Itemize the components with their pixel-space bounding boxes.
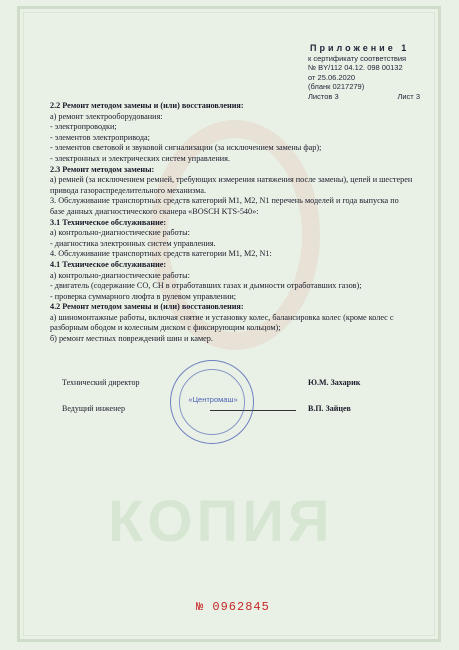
stamp-text: «Центромаш» <box>188 395 238 404</box>
document-body <box>50 101 415 345</box>
body-line: а) ремонт электрооборудования: <box>50 111 163 121</box>
annex-sheet-row <box>308 92 420 102</box>
body-line: 3.1 Техническое обслуживание: <box>50 217 167 227</box>
official-stamp <box>170 360 254 444</box>
director-name: Ю.М. Захарик <box>308 378 361 387</box>
annex-line-3: от 25.06.2020 <box>308 72 356 82</box>
director-title: Технический директор <box>62 378 140 387</box>
engineer-title: Ведущий инженер <box>62 404 125 413</box>
body-line: - диагностика электронных систем управления. <box>50 238 216 248</box>
body-line: - электронных и электрических систем управления. <box>50 153 230 163</box>
engineer-name: В.П. Зайцев <box>308 404 351 413</box>
body-line: - электропроводки; <box>50 122 117 132</box>
annex-line-1: к сертификату соответствия <box>308 53 407 63</box>
blank-serial-number: № 0962845 <box>196 600 270 614</box>
body-line: а) шиномонтажные работы, включая снятие и установку колес, балансировка колес (кроме колес с разборным ободом и колесным диском с фиксирующим кольцом); <box>50 312 394 333</box>
copy-watermark: КОПИЯ <box>108 489 334 554</box>
body-line: - проверка суммарного люфта в рулевом управлении; <box>50 291 236 301</box>
body-line: 2.3 Ремонт методом замены: <box>50 164 155 174</box>
body-line: 3. Обслуживание транспортных средств категорий M1, M2, N1 перечень моделей и года выпуска по базе данных диагностического сканера «BOSCH KTS-540»: <box>50 196 399 216</box>
page-number: Лист 3 <box>397 91 420 101</box>
annex-header <box>308 44 420 101</box>
annex-line-4: (бланк 0217279) <box>308 82 365 91</box>
body-line: 2.2 Ремонт методом замены и (или) восстановления: <box>50 101 244 110</box>
annex-line-2: № BY/112 04.12. 098 00132 <box>308 63 403 72</box>
body-line: а) контрольно-диагностические работы: <box>50 228 190 238</box>
body-line: - элементов световой и звуковой сигнализации (за исключением замены фар); <box>50 143 322 153</box>
body-line: а) ремней (за исключением ремней, требующих измерения натяжения после замены), цепей и шестерен привода газораспределительного механизма. <box>50 175 413 195</box>
body-line: - элементов электропривода; <box>50 132 150 142</box>
annex-title: Приложение 1 <box>310 43 410 53</box>
sheet-count: Листов 3 <box>308 91 339 101</box>
body-line: 4.1 Техническое обслуживание: <box>50 259 167 269</box>
body-line: б) ремонт местных повреждений шин и камер. <box>50 334 213 344</box>
body-line: 4.2 Ремонт методом замены и (или) восстановления: <box>50 302 244 312</box>
body-line: а) контрольно-диагностические работы: <box>50 270 190 280</box>
body-line: - двигатель (содержание СО, СН в отработавших газах и дымности отработавших газов); <box>50 281 362 291</box>
body-line: 4. Обслуживание транспортных средств категории M1, M2, N1: <box>50 249 272 259</box>
